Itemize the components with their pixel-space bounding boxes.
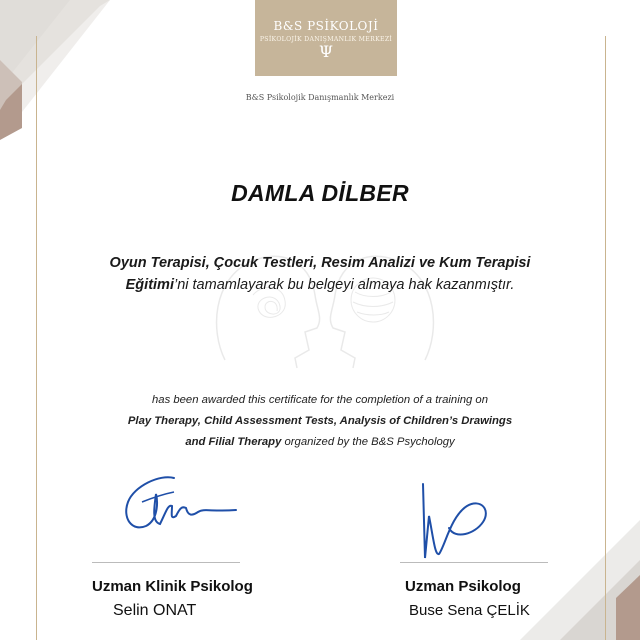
turkish-course-line2: Eğitimi (125, 277, 174, 293)
english-course-line2: and Filial Therapy (185, 436, 282, 448)
turkish-statement (40, 252, 600, 296)
signature-line-left (92, 562, 240, 563)
signature-selin-onat (112, 472, 252, 542)
recipient-name: DAMLA DİLBER (231, 180, 409, 206)
signatory-title-right: Uzman Psikolog (405, 578, 521, 595)
center-name: B&S Psikolojik Danışmanlık Merkezi (245, 93, 395, 102)
psi-icon: Ψ (318, 42, 334, 61)
turkish-statement-rest: ’ni tamamlayarak bu belgeyi almaya hak kazanmıştır. (173, 277, 515, 293)
logo-title: B&S PSİKOLOJİ (273, 19, 379, 33)
logo-subtitle: PSİKOLOJİK DANIŞMANLIK MERKEZİ (259, 36, 393, 43)
english-line1: has been awarded this certificate for the completion of a training on (152, 394, 488, 406)
english-statement (40, 390, 600, 453)
logo (255, 0, 397, 76)
english-line3-rest: organized by the B&S Psychology (281, 436, 455, 448)
english-course-line1: Play Therapy, Child Assessment Tests, Analysis of Children’s Drawings (127, 415, 513, 427)
signatory-name-right: Buse Sena ÇELİK (409, 602, 530, 619)
turkish-course-line1: Oyun Terapisi, Çocuk Testleri, Resim Analizi ve Kum Terapisi (109, 255, 531, 271)
signatory-name-left: Selin ONAT (113, 602, 197, 619)
signature-line-right (400, 562, 548, 563)
signature-buse-sena-celik (405, 476, 505, 566)
signatory-title-left: Uzman Klinik Psikolog (92, 578, 253, 595)
